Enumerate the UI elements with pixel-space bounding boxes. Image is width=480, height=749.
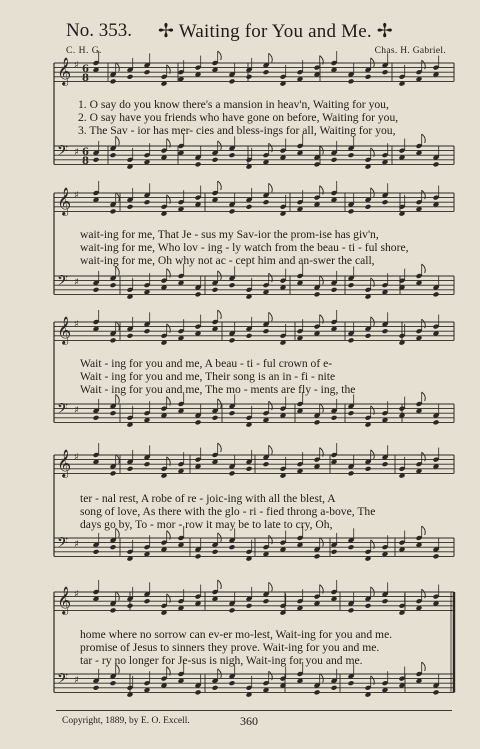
notehead (229, 410, 236, 416)
page-number: 360 (240, 714, 258, 728)
ornament-left-icon: ✢ (158, 21, 175, 42)
treble-clef-icon: 𝄞 (57, 187, 72, 215)
notehead (348, 544, 355, 550)
notehead (314, 291, 321, 297)
lyric-line: wait-ing for me, That Je - sus my Sav-ior the prom-ise has giv'n, (80, 228, 379, 241)
note-flag (218, 271, 222, 280)
notehead (348, 410, 355, 416)
notehead (110, 78, 117, 84)
notehead (229, 337, 236, 343)
time-signature: 8 (82, 73, 89, 84)
notehead (331, 549, 338, 555)
treble-clef-icon: 𝄞 (57, 57, 72, 85)
note-flag (371, 188, 375, 197)
notehead (365, 333, 372, 339)
note-flag (320, 674, 324, 683)
treble-clef-icon: 𝄞 (57, 316, 72, 344)
note-flag (218, 669, 222, 678)
note-flag (218, 51, 222, 60)
notehead (433, 291, 440, 297)
lyric-line: days go by, To - mor - row it may be to late to cry, Oh, (80, 518, 333, 531)
footer-rule (56, 710, 452, 711)
notehead (365, 204, 372, 210)
notehead (331, 287, 338, 293)
hymn-title: Waiting for You and Me. (178, 21, 372, 42)
bass-clef-icon: 𝄢 (57, 535, 68, 555)
lyric-line: ter - nal rest, A robe of re - joic-ing with all the blest, A (80, 492, 336, 505)
note-flag (116, 266, 120, 275)
notehead (348, 337, 355, 343)
notehead (195, 161, 202, 167)
lyric-line: home where no sorrow can ev-er mo-lest, Wait-ing for you and me. (80, 628, 393, 641)
notehead (382, 199, 389, 205)
notehead (433, 161, 440, 167)
note-flag (371, 58, 375, 67)
notehead (110, 680, 117, 686)
notehead (365, 466, 372, 472)
notehead (263, 598, 270, 604)
notehead (348, 152, 355, 158)
lyric-line: Wait - ing for you and me, A beau - ti - ful crown of e- (80, 357, 333, 370)
note-flag (269, 312, 273, 321)
notehead (195, 553, 202, 559)
time-signature: 6 (82, 147, 89, 158)
notehead (348, 680, 355, 686)
bass-clef-icon: 𝄢 (57, 401, 68, 421)
treble-clef-icon: 𝄞 (57, 449, 72, 477)
lyric-line: Wait - ing for you and me, Their song is an in - fi - nite (80, 370, 336, 383)
notehead (433, 553, 440, 559)
note-flag (218, 181, 222, 190)
notehead (348, 470, 355, 476)
note-flag (320, 404, 324, 413)
sharp-icon: ♯ (74, 190, 79, 201)
notehead (331, 415, 338, 421)
sharp-icon: ♯ (74, 675, 79, 686)
lyric-line: 1. O say do you know there's a mansion in heav'n, Waiting for you, (78, 98, 389, 111)
lyric-line: 2. O say have you friends who have gone on before, Waiting for you, (78, 111, 399, 124)
notehead (314, 161, 321, 167)
notehead (348, 208, 355, 214)
notehead (144, 199, 151, 205)
notehead (348, 78, 355, 84)
notehead (212, 287, 219, 293)
treble-clef-icon: 𝄞 (57, 586, 72, 614)
notehead (110, 607, 117, 613)
notehead (382, 328, 389, 334)
notehead (93, 287, 100, 293)
notehead (314, 553, 321, 559)
notehead (110, 208, 117, 214)
notehead (127, 466, 134, 472)
hymn-number: No. 353. (66, 20, 132, 41)
note-flag (116, 322, 120, 331)
notehead (144, 328, 151, 334)
note-flag (269, 183, 273, 192)
note-flag (218, 443, 222, 452)
notehead (195, 291, 202, 297)
sharp-icon: ♯ (74, 452, 79, 463)
bass-clef-icon: 𝄢 (57, 671, 68, 691)
notehead (195, 689, 202, 695)
notehead (127, 74, 134, 80)
notehead (229, 208, 236, 214)
notehead (263, 199, 270, 205)
notehead (229, 470, 236, 476)
notehead (314, 419, 321, 425)
bass-clef-icon: 𝄢 (57, 143, 68, 163)
notehead (212, 157, 219, 163)
notehead (365, 74, 372, 80)
lyric-line: song of love, As there with the glo - ri - fied throng a-bove, The (80, 505, 376, 518)
notehead (229, 680, 236, 686)
sharp-icon: ♯ (74, 60, 79, 71)
notehead (331, 157, 338, 163)
note-flag (218, 580, 222, 589)
note-flag (218, 533, 222, 542)
lyric-line: 3. The Sav - ior has mer- cies and bless-ings for all, Waiting for you, (78, 124, 396, 137)
note-flag (116, 136, 120, 145)
sharp-icon: ♯ (74, 319, 79, 330)
notehead (144, 461, 151, 467)
notehead (246, 466, 253, 472)
lyric-line: promise of Jesus to sinners they prove. Wait-ing for you and me. (80, 641, 380, 654)
notehead (229, 282, 236, 288)
lyric-line: wait-ing for me, Oh why not ac - cept him and an-swer the call, (80, 254, 375, 267)
notehead (263, 69, 270, 75)
note-flag (218, 399, 222, 408)
notehead (331, 685, 338, 691)
notehead (263, 461, 270, 467)
notehead (263, 328, 270, 334)
note-flag (116, 193, 120, 202)
notehead (382, 461, 389, 467)
notehead (382, 69, 389, 75)
notehead (229, 544, 236, 550)
note-flag (269, 445, 273, 454)
notehead (246, 74, 253, 80)
note-flag (320, 538, 324, 547)
note-flag (116, 455, 120, 464)
sharp-icon: ♯ (74, 405, 79, 416)
notehead (195, 419, 202, 425)
notehead (93, 685, 100, 691)
sharp-icon: ♯ (74, 589, 79, 600)
notehead (93, 415, 100, 421)
note-flag (371, 450, 375, 459)
notehead (127, 204, 134, 210)
notehead (212, 549, 219, 555)
note-flag (269, 582, 273, 591)
notehead (229, 152, 236, 158)
notehead (93, 549, 100, 555)
author-credit: C. H. G. (66, 46, 102, 56)
notehead (314, 689, 321, 695)
notehead (246, 603, 253, 609)
note-flag (371, 317, 375, 326)
notehead (110, 470, 117, 476)
note-flag (116, 592, 120, 601)
notehead (110, 337, 117, 343)
notehead (246, 204, 253, 210)
bass-clef-icon: 𝄢 (57, 273, 68, 293)
notehead (348, 607, 355, 613)
note-flag (218, 141, 222, 150)
notehead (127, 333, 134, 339)
composer-credit: Chas. H. Gabriel. (374, 46, 446, 56)
notehead (365, 603, 372, 609)
notehead (110, 282, 117, 288)
note-flag (269, 53, 273, 62)
copyright-notice: Copyright, 1889, by E. O. Excell. (62, 716, 190, 726)
notehead (212, 415, 219, 421)
notehead (110, 152, 117, 158)
lyric-line: Wait - ing for you and me, The mo - ments are fly - ing, the (80, 383, 356, 396)
notehead (144, 69, 151, 75)
lyric-line: tar - ry no longer for Je-sus is nigh, Wait-ing for you and me. (80, 654, 363, 667)
notehead (212, 685, 219, 691)
notehead (110, 410, 117, 416)
notehead (433, 689, 440, 695)
notehead (246, 333, 253, 339)
time-signature: 8 (82, 156, 89, 167)
sharp-icon: ♯ (74, 147, 79, 158)
note-flag (116, 63, 120, 72)
notehead (229, 607, 236, 613)
ornament-right-icon: ✢ (376, 21, 393, 42)
time-signature: 6 (82, 64, 89, 75)
notehead (382, 598, 389, 604)
sharp-icon: ♯ (74, 539, 79, 550)
notehead (144, 598, 151, 604)
note-flag (371, 587, 375, 596)
note-flag (218, 310, 222, 319)
sharp-icon: ♯ (74, 277, 79, 288)
notehead (110, 544, 117, 550)
notehead (348, 282, 355, 288)
notehead (229, 78, 236, 84)
notehead (93, 157, 100, 163)
notehead (433, 419, 440, 425)
lyric-line: wait-ing for me, Who lov - ing - ly watch from the beau - ti - ful shore, (80, 241, 409, 254)
note-flag (320, 276, 324, 285)
